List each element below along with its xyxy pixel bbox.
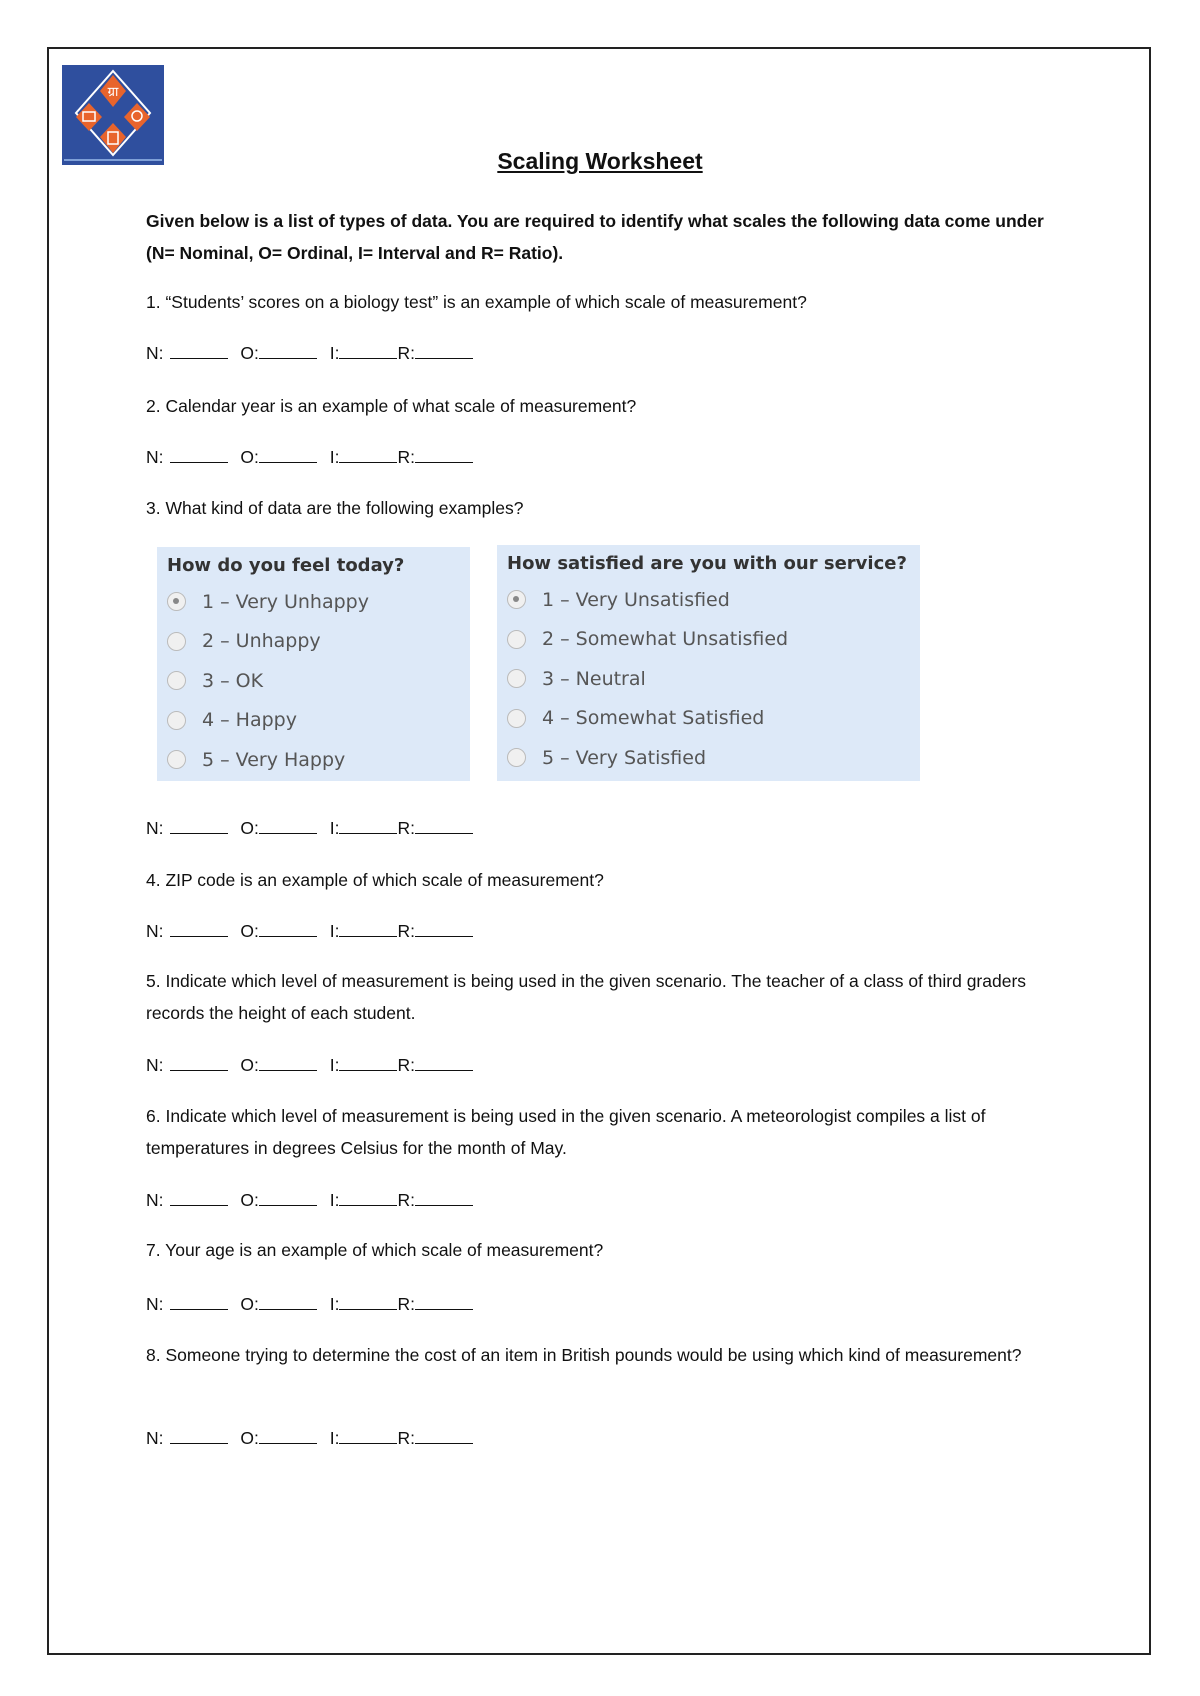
page-title: Scaling Worksheet [497, 148, 703, 174]
blank-n[interactable] [170, 1425, 228, 1444]
survey-option[interactable]: 2 – Unhappy [167, 622, 460, 662]
label-n: N: [146, 1055, 164, 1075]
radio-selected-icon[interactable] [507, 590, 526, 609]
label-n: N: [146, 1428, 164, 1448]
label-n: N: [146, 1294, 164, 1314]
blank-o[interactable] [259, 444, 317, 463]
survey-question: How satisfied are you with our service? [507, 553, 907, 574]
blank-i[interactable] [339, 1425, 397, 1444]
survey-option[interactable]: 3 – Neutral [507, 659, 910, 699]
answer-row-6 [146, 1187, 473, 1211]
survey-option[interactable]: 1 – Very Unhappy [167, 582, 460, 622]
answer-row-5 [146, 1052, 473, 1076]
radio-icon[interactable] [167, 711, 186, 730]
radio-icon[interactable] [507, 669, 526, 688]
label-o: O: [240, 1294, 259, 1314]
label-n: N: [146, 447, 164, 467]
blank-n[interactable] [170, 1291, 228, 1310]
survey-option[interactable]: 4 – Happy [167, 701, 460, 741]
label-i: I: [329, 818, 340, 838]
logo-text: ग्रा [107, 85, 119, 100]
answer-row-1 [146, 340, 473, 364]
label-o: O: [240, 818, 259, 838]
blank-i[interactable] [339, 1291, 397, 1310]
question-8: 8. Someone trying to determine the cost of an item in British pounds would be using which kind of measurement? [146, 1345, 1022, 1365]
blank-r[interactable] [415, 340, 473, 359]
blank-n[interactable] [170, 1187, 228, 1206]
blank-i[interactable] [339, 444, 397, 463]
answer-row-4 [146, 918, 473, 942]
blank-o[interactable] [259, 1187, 317, 1206]
radio-icon[interactable] [167, 671, 186, 690]
blank-r[interactable] [415, 444, 473, 463]
survey-option[interactable]: 3 – OK [167, 661, 460, 701]
survey-satisfaction [497, 545, 920, 781]
blank-o[interactable] [259, 1425, 317, 1444]
survey-option[interactable]: 1 – Very Unsatisfied [507, 580, 910, 620]
blank-n[interactable] [170, 815, 228, 834]
label-n: N: [146, 1190, 164, 1210]
label-i: I: [329, 1428, 340, 1448]
label-i: I: [329, 1055, 340, 1075]
label-o: O: [240, 1190, 259, 1210]
survey-option[interactable]: 2 – Somewhat Unsatisfied [507, 620, 910, 660]
survey-option[interactable]: 5 – Very Happy [167, 740, 460, 780]
survey-question: How do you feel today? [167, 555, 405, 576]
label-n: N: [146, 818, 164, 838]
label-r: R: [397, 921, 415, 941]
blank-o[interactable] [259, 1052, 317, 1071]
label-r: R: [397, 1294, 415, 1314]
blank-o[interactable] [259, 340, 317, 359]
blank-n[interactable] [170, 918, 228, 937]
blank-r[interactable] [415, 918, 473, 937]
answer-row-3 [146, 815, 473, 839]
blank-n[interactable] [170, 444, 228, 463]
blank-r[interactable] [415, 815, 473, 834]
question-4: 4. ZIP code is an example of which scale of measurement? [146, 870, 604, 890]
radio-icon[interactable] [167, 632, 186, 651]
blank-r[interactable] [415, 1052, 473, 1071]
blank-o[interactable] [259, 815, 317, 834]
label-r: R: [397, 447, 415, 467]
blank-i[interactable] [339, 815, 397, 834]
radio-icon[interactable] [507, 709, 526, 728]
label-i: I: [329, 1190, 340, 1210]
blank-r[interactable] [415, 1187, 473, 1206]
blank-n[interactable] [170, 340, 228, 359]
radio-icon[interactable] [507, 630, 526, 649]
blank-r[interactable] [415, 1291, 473, 1310]
blank-r[interactable] [415, 1425, 473, 1444]
label-r: R: [397, 343, 415, 363]
answer-row-2 [146, 444, 473, 468]
label-r: R: [397, 1055, 415, 1075]
instructions: Given below is a list of types of data. You are required to identify what scales the following data come under (N= Nominal, O= Ordinal, I= Interval and R= Ratio). [146, 211, 1044, 263]
answer-row-7 [146, 1291, 473, 1315]
question-7: 7. Your age is an example of which scale of measurement? [146, 1240, 604, 1260]
label-o: O: [240, 921, 259, 941]
blank-o[interactable] [259, 1291, 317, 1310]
survey-feel-today [157, 547, 470, 781]
blank-i[interactable] [339, 340, 397, 359]
label-o: O: [240, 447, 259, 467]
label-i: I: [329, 1294, 340, 1314]
label-i: I: [329, 447, 340, 467]
label-n: N: [146, 921, 164, 941]
survey-option[interactable]: 5 – Very Satisfied [507, 738, 910, 778]
blank-o[interactable] [259, 918, 317, 937]
label-o: O: [240, 1428, 259, 1448]
label-n: N: [146, 343, 164, 363]
blank-i[interactable] [339, 1187, 397, 1206]
radio-icon[interactable] [167, 750, 186, 769]
question-3: 3. What kind of data are the following examples? [146, 498, 524, 518]
question-2: 2. Calendar year is an example of what scale of measurement? [146, 396, 637, 416]
question-5: 5. Indicate which level of measurement is being used in the given scenario. The teacher of a class of third graders records the height of each student. [146, 971, 1027, 1023]
label-i: I: [329, 343, 340, 363]
question-1: 1. “Students’ scores on a biology test” is an example of which scale of measurement? [146, 292, 807, 312]
label-r: R: [397, 1190, 415, 1210]
label-r: R: [397, 818, 415, 838]
label-i: I: [329, 921, 340, 941]
blank-n[interactable] [170, 1052, 228, 1071]
blank-i[interactable] [339, 918, 397, 937]
label-o: O: [240, 1055, 259, 1075]
answer-row-8 [146, 1425, 473, 1449]
blank-i[interactable] [339, 1052, 397, 1071]
radio-icon[interactable] [507, 748, 526, 767]
label-r: R: [397, 1428, 415, 1448]
survey-option[interactable]: 4 – Somewhat Satisfied [507, 699, 910, 739]
label-o: O: [240, 343, 259, 363]
question-6: 6. Indicate which level of measurement is being used in the given scenario. A meteorologist compiles a list of temperatures in degrees Celsius for the month of May. [146, 1106, 986, 1158]
radio-selected-icon[interactable] [167, 592, 186, 611]
